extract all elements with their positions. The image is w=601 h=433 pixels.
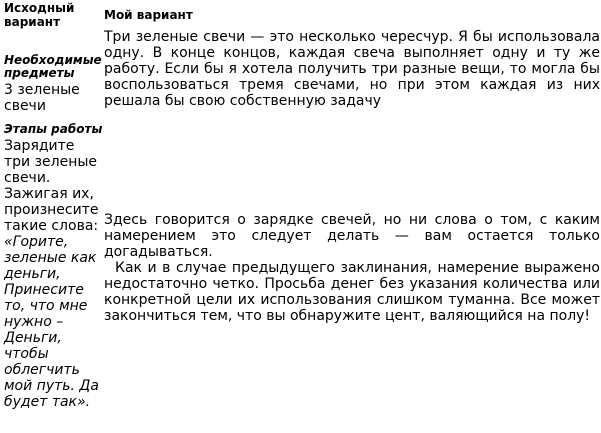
step-charge-candles: Зарядите три зеленые свечи.	[4, 138, 98, 186]
commentary-paragraph-2: Здесь говорится о зарядке свечей, но ни слова о том, с каким намерением это следует делать — вам остается только догадываться.	[104, 212, 600, 260]
ingredients-text: 3 зеленые свечи	[4, 82, 80, 114]
step-light-candles: Зажигая их, произнесите такие слова:	[4, 186, 99, 234]
commentary-paragraph-3: Как и в случае предыдущего заклинания, намерение выражено недостаточно четко. Просьба денег без указания количества или конкретной цели их использования слишком туманна. Все может закончиться тем, что вы обнаружите цент, валяющийся на полу!	[104, 260, 600, 324]
my-variant-header: Мой вариант	[104, 8, 193, 22]
my-variant-column	[104, 0, 600, 324]
steps-title: Этапы работы	[4, 122, 103, 136]
spell-quote: «Горите, зеленые как деньги, Принесите то, что мне нужно – Деньги, чтобы облегчить мой путь. Да будет так».	[4, 234, 99, 410]
original-variant-column	[4, 0, 104, 410]
original-variant-header: Исходный вариант	[4, 1, 75, 29]
ingredients-title: Необходимые предметы	[4, 53, 102, 80]
commentary-paragraph-1: Три зеленые свечи — это несколько чересчур. Я бы использовала одну. В конце концов, каждая свеча выполняет одну и ту же работу. Если бы я хотела получить три разные вещи, то могла бы воспользоваться тремя свечами, но при этом каждая из них решала бы свою собственную задачу	[104, 29, 600, 109]
